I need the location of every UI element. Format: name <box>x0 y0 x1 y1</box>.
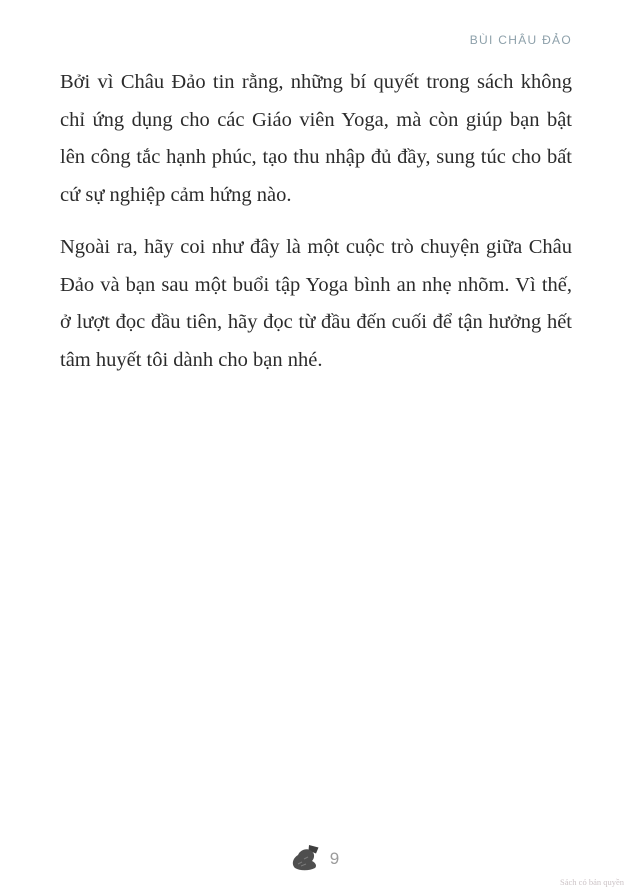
publisher-logo-icon <box>290 842 321 871</box>
running-head: BÙI CHÂU ĐẢO <box>469 33 572 47</box>
paragraph-2: Ngoài ra, hãy coi như đây là một cuộc trò chuyện giữa Châu Đảo và bạn sau một buổi tập Yoga bình an nhẹ nhõm. Vì thế, ở lượt đọc đầu tiên, hãy đọc từ đầu đến cuối để tận hưởng hết tâm huyết tôi dành cho bạn nhé. <box>60 236 572 371</box>
page-footer <box>0 842 629 871</box>
copyright-watermark: Sách có bản quyền <box>560 877 624 887</box>
page-number: 9 <box>329 849 340 868</box>
page-body-text <box>60 64 572 394</box>
paragraph-1: Bởi vì Châu Đảo tin rằng, những bí quyết trong sách không chỉ ứng dụng cho các Giáo viên Yoga, mà còn giúp bạn bật lên công tắc hạnh phúc, tạo thu nhập đủ đầy, sung túc cho bất cứ sự nghiệp cảm hứng nào. <box>60 71 572 206</box>
